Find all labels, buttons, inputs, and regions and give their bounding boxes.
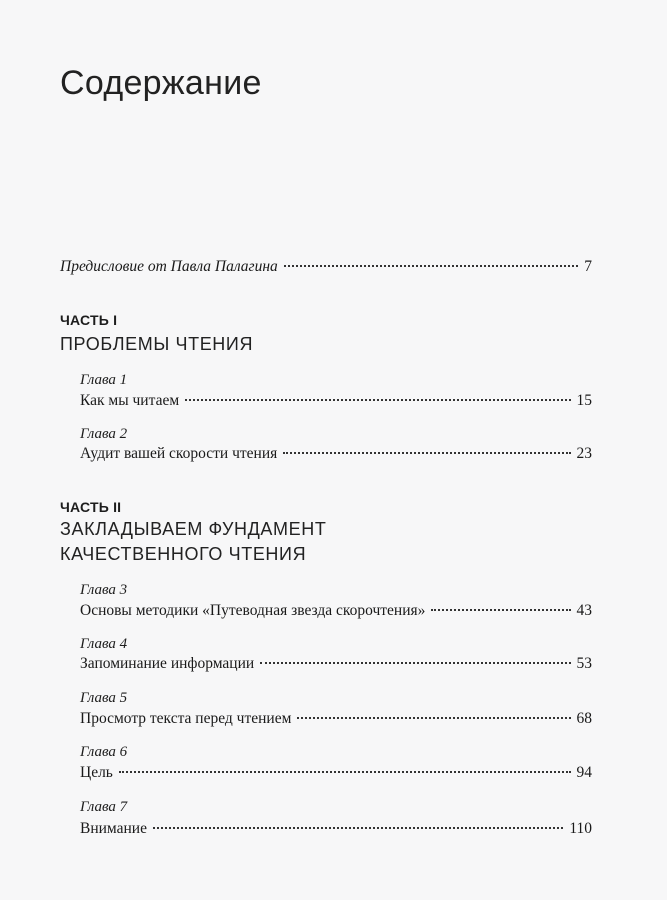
dot-leader bbox=[284, 264, 578, 267]
page-number: 23 bbox=[576, 445, 592, 462]
chapter-label: Глава 7 bbox=[80, 799, 128, 815]
dot-leader bbox=[153, 826, 563, 829]
dot-leader bbox=[431, 608, 570, 611]
toc-entry-preface[interactable] bbox=[60, 258, 592, 276]
chapter-label: Глава 1 bbox=[80, 372, 128, 388]
page-number: 94 bbox=[576, 764, 592, 781]
dot-leader bbox=[297, 716, 570, 719]
dot-leader bbox=[185, 398, 570, 401]
chapter-title: Внимание bbox=[80, 820, 147, 837]
toc-entry-chapter[interactable] bbox=[80, 602, 592, 620]
part-title-line-2: КАЧЕСТВЕННОГО ЧТЕНИЯ bbox=[60, 544, 307, 564]
page-number: 53 bbox=[576, 655, 592, 672]
chapter-title: Как мы читаем bbox=[80, 392, 180, 409]
chapter-title: Аудит вашей скорости чтения bbox=[80, 445, 278, 462]
part-title: ПРОБЛЕМЫ ЧТЕНИЯ bbox=[60, 334, 254, 354]
dot-leader bbox=[260, 661, 570, 664]
toc-entry-chapter[interactable] bbox=[80, 392, 592, 410]
dot-leader bbox=[283, 451, 570, 454]
chapter-title: Цель bbox=[80, 764, 113, 781]
chapter-title: Запоминание информации bbox=[80, 655, 255, 672]
page-number: 7 bbox=[584, 258, 592, 275]
toc-entry-chapter[interactable] bbox=[80, 655, 592, 673]
chapter-label: Глава 3 bbox=[80, 582, 128, 598]
toc-entry-chapter[interactable] bbox=[80, 764, 592, 782]
toc-entry-chapter[interactable] bbox=[80, 820, 592, 838]
toc-entry-chapter[interactable] bbox=[80, 445, 592, 463]
chapter-label: Глава 6 bbox=[80, 744, 128, 760]
page-number: 68 bbox=[576, 710, 592, 727]
page-number: 15 bbox=[576, 392, 592, 409]
toc-entry-chapter[interactable] bbox=[80, 710, 592, 728]
chapter-label: Глава 5 bbox=[80, 690, 128, 706]
dot-leader bbox=[119, 770, 571, 773]
part-label: ЧАСТЬ I bbox=[60, 312, 118, 328]
preface-label: Предисловие от Павла Палагина bbox=[60, 258, 278, 275]
chapter-label: Глава 2 bbox=[80, 426, 128, 442]
chapter-label: Глава 4 bbox=[80, 636, 128, 652]
page-number: 110 bbox=[569, 820, 592, 837]
chapter-title: Основы методики «Путеводная звезда скорочтения» bbox=[80, 602, 426, 619]
part-label: ЧАСТЬ II bbox=[60, 499, 122, 515]
chapter-title: Просмотр текста перед чтением bbox=[80, 710, 292, 727]
page-number: 43 bbox=[576, 602, 592, 619]
page-title: Содержание bbox=[60, 64, 262, 102]
part-title-line-1: ЗАКЛАДЫВАЕМ ФУНДАМЕНТ bbox=[60, 519, 327, 539]
